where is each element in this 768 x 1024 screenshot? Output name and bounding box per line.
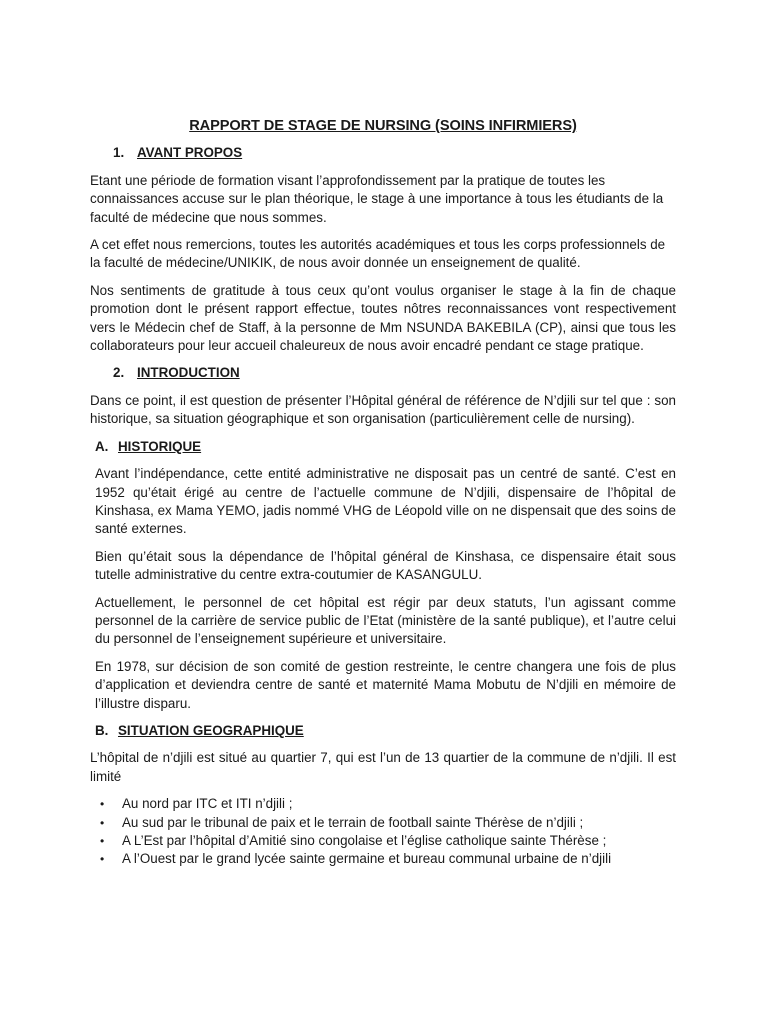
bullet-icon: • bbox=[100, 815, 105, 830]
paragraph: Nos sentiments de gratitude à tous ceux qu’ont voulus organiser le stage à la fin de chaque promotion dont le présent rapport effectue, toutes nôtres reconnaissances vont respectivement vers le Médecin chef de Staff, à la personne de Mm NSUNDA BAKEBILA (CP), ainsi que tous les collaborateurs pour leur accueil chaleureux de nous avoir encadré pendant ce stage pratique. bbox=[90, 282, 676, 354]
section-heading-avant-propos bbox=[90, 144, 676, 162]
subsection-letter: B. bbox=[95, 722, 109, 738]
list-item bbox=[100, 795, 676, 813]
section-title: AVANT PROPOS bbox=[137, 145, 243, 161]
bullet-icon: • bbox=[100, 834, 105, 848]
subsection-letter: A. bbox=[95, 438, 109, 454]
section-heading-introduction bbox=[90, 364, 676, 382]
list-item bbox=[100, 850, 676, 868]
paragraph: Dans ce point, il est question de présenter l’Hôpital général de référence de N’djili sur tel que : son historique, sa situation géographique et son organisation (particulièrement celle de nursing). bbox=[90, 392, 676, 427]
paragraph: Bien qu’était sous la dépendance de l’hôpital général de Kinshasa, ce dispensaire était sous tutelle administrative du centre extra-coutumier de KASANGULU. bbox=[95, 548, 676, 583]
bullet-icon: • bbox=[100, 797, 105, 812]
section-title: INTRODUCTION bbox=[137, 365, 240, 381]
section-number: 1. bbox=[113, 145, 125, 161]
list-item-text: Au nord par ITC et ITI n’djili ; bbox=[122, 796, 293, 812]
subsection-heading-situation-geographique bbox=[90, 722, 676, 740]
list-item-text: Au sud par le tribunal de paix et le terrain de football sainte Thérèse de n’djili ; bbox=[122, 814, 584, 830]
paragraph: En 1978, sur décision de son comité de gestion restreinte, le centre changera une fois de plus d’application et deviendra centre de santé et maternité Mama Mobutu de N’djili en mémoire de l’illustre disparu. bbox=[95, 658, 676, 711]
paragraph: Avant l’indépendance, cette entité administrative ne disposait pas un centré de santé. C’est en 1952 qu’était érigé au centre de l’actuelle commune de N’djili, dispensaire de l’hôpital de Kinshasa, ex Mama YEMO, jadis nommé VHG de Léopold ville on ne dispensait que des soins de santé externes. bbox=[95, 466, 676, 537]
document-title: RAPPORT DE STAGE DE NURSING (SOINS INFIRMIERS) bbox=[189, 118, 577, 134]
subsection-heading-historique bbox=[90, 438, 676, 456]
document-body bbox=[90, 117, 676, 869]
section-number: 2. bbox=[113, 365, 125, 381]
paragraph: L’hôpital de n’djili est situé au quartier 7, qui est l’un de 13 quartier de la commune de n’djili. Il est limité bbox=[90, 750, 676, 784]
list-item bbox=[100, 814, 676, 832]
list-item-text: A L’Est par l’hôpital d’Amitié sino congolaise et l’église catholique sainte Thérèse ; bbox=[122, 833, 607, 848]
boundary-list bbox=[90, 795, 676, 869]
paragraph: Actuellement, le personnel de cet hôpital est régir par deux statuts, l’un agissant comme personnel de la carrière de service public de l’Etat (ministère de la santé publique), et l’autre celui du personnel de l’enseignement supérieure et universitaire. bbox=[95, 594, 676, 647]
subsection-title: SITUATION GEOGRAPHIQUE bbox=[118, 722, 304, 738]
list-item bbox=[100, 832, 676, 850]
paragraph: A cet effet nous remercions, toutes les autorités académiques et tous les corps professionnels de la faculté de médecine/UNIKIK, de nous avoir donnée un enseignement de qualité. bbox=[90, 237, 666, 271]
bullet-icon: • bbox=[100, 852, 105, 867]
paragraph: Etant une période de formation visant l’approfondissement par la pratique de toutes les connaissances accuse sur le plan théorique, le stage à une importance à tous les étudiants de la faculté de médecine que nous sommes. bbox=[90, 172, 664, 225]
list-item-text: A l’Ouest par le grand lycée sainte germaine et bureau communal urbaine de n’djili bbox=[122, 851, 612, 867]
subsection-title: HISTORIQUE bbox=[118, 438, 202, 454]
